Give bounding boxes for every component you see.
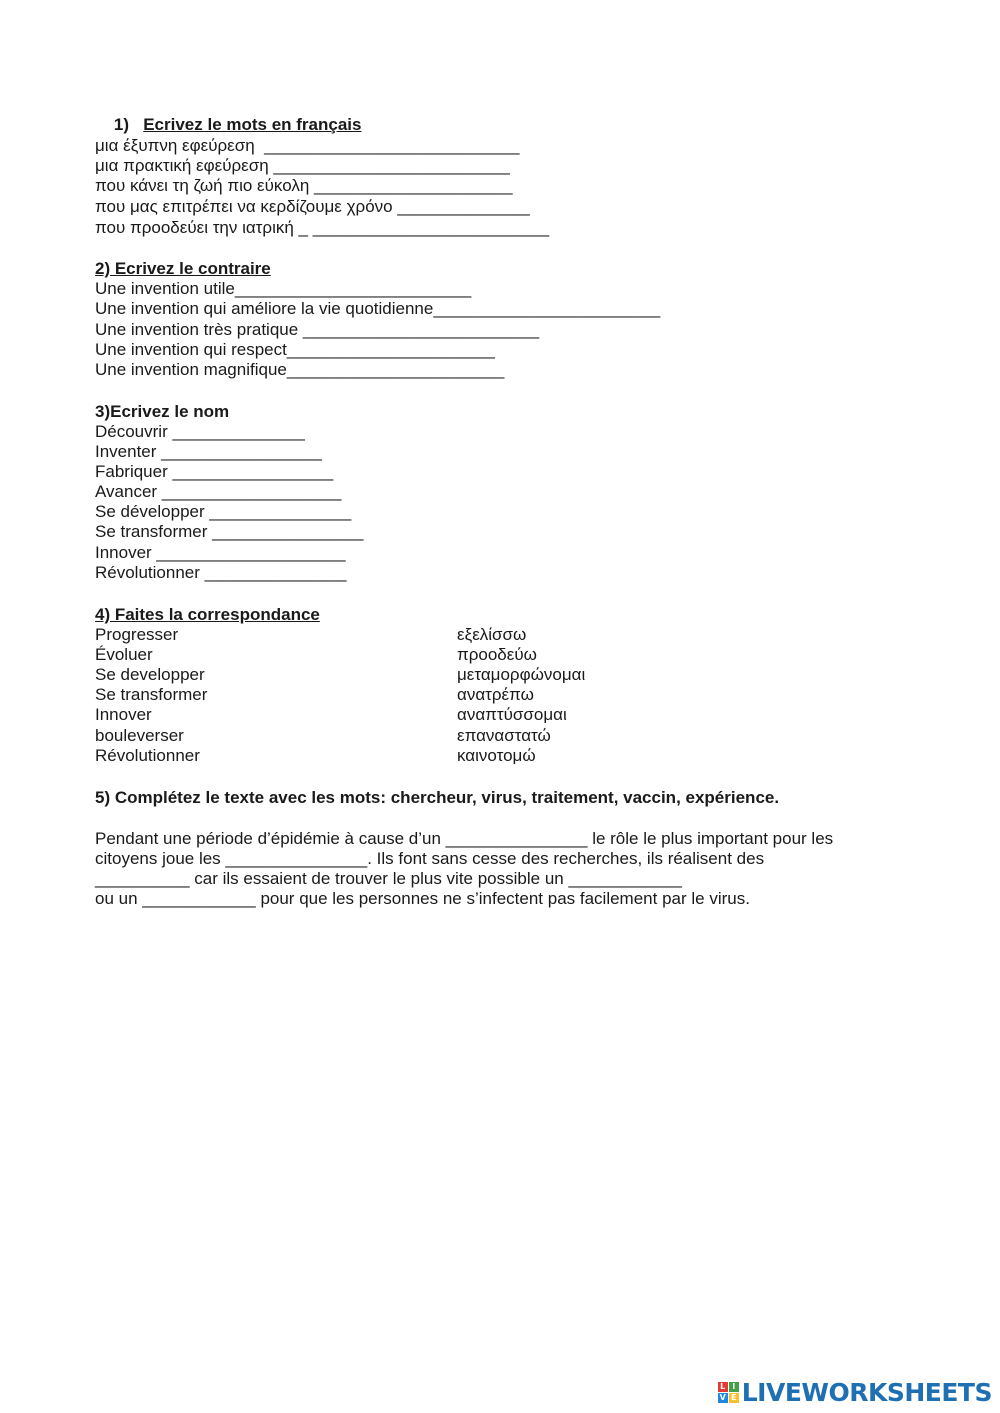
section2-line: Une invention utile_________________________ (95, 279, 472, 298)
match-right-item: μεταμορφώνομαι (457, 665, 586, 684)
section3-line: Révolutionner _______________ (95, 563, 347, 582)
section1-line: που κάνει τη ζωή πιο εύκολη _____________________ (95, 176, 513, 195)
logo-mark-letter: I (729, 1382, 739, 1392)
match-left-item: Progresser (95, 625, 179, 644)
section1-title: Ecrivez le mots en français (143, 115, 362, 134)
section1-line: μια έξυπνη εφεύρεση ___________________________ (95, 136, 520, 155)
match-right-item: αναπτύσσομαι (457, 705, 567, 724)
logo-mark-letter: L (718, 1382, 728, 1392)
section5-title: 5) Complétez le texte avec les mots: chercheur, virus, traitement, vaccin, expérience. (95, 788, 780, 807)
section1-line: μια πρακτική εφεύρεση _________________________ (95, 156, 510, 175)
logo-mark-letter: V (719, 1393, 726, 1402)
section2-title: 2) Ecrivez le contraire (95, 259, 271, 278)
section1-line: που προοδεύει την ιατρική _ _________________________ (95, 218, 550, 237)
section4-title: 4) Faites la correspondance (95, 605, 320, 624)
match-left-item: bouleverser (95, 726, 184, 745)
section3-line: Se transformer ________________ (95, 522, 364, 541)
section3-title: 3)Ecrivez le nom (95, 402, 230, 421)
section1-line: που μας επιτρέπει να κερδίζουμε χρόνο ______________ (95, 197, 530, 216)
section5-line: __________ car ils essaient de trouver le plus vite possible un ____________ (95, 869, 682, 888)
section3-line: Découvrir ______________ (95, 422, 305, 441)
logo-text: LIVEWORKSHEETS (741, 1377, 992, 1407)
section2-line: Une invention qui améliore la vie quotidienne________________________ (95, 299, 661, 318)
match-left-item: Révolutionner (95, 746, 200, 765)
match-left-item: Se transformer (95, 685, 208, 704)
section2-line: Une invention qui respect______________________ (95, 340, 495, 359)
logo-mark-letter: E (729, 1393, 739, 1403)
match-right-item: προοδεύω (457, 645, 537, 664)
section3-line: Avancer ___________________ (95, 482, 342, 501)
section2-line: Une invention très pratique _________________________ (95, 320, 540, 339)
liveworksheets-logo[interactable] (718, 1379, 992, 1405)
match-right-item: ανατρέπω (457, 685, 534, 704)
section3-line: Innover ____________________ (95, 543, 346, 562)
logo-mark-icon (718, 1382, 739, 1403)
section2-line: Une invention magnifique_______________________ (95, 360, 505, 379)
section3-line: Inventer _________________ (95, 442, 322, 461)
section5-line: Pendant une période d’épidémie à cause d’un _______________ le rôle le plus important pour les (95, 829, 834, 848)
match-right-item: καινοτομώ (457, 746, 536, 765)
match-left-item: Se developper (95, 665, 205, 684)
section1-number: 1) (113, 115, 130, 134)
section3-line: Fabriquer _________________ (95, 462, 334, 481)
section5-line: citoyens joue les _______________. Ils font sans cesse des recherches, ils réalisent des (95, 849, 765, 868)
section3-line: Se développer _______________ (95, 502, 352, 521)
section5-line: ou un ____________ pour que les personnes ne s’infectent pas facilement par le virus. (95, 889, 750, 908)
match-left-item: Innover (95, 705, 152, 724)
match-right-item: εξελίσσω (457, 625, 527, 644)
match-left-item: Évoluer (95, 645, 153, 664)
match-right-item: επαναστατώ (457, 726, 551, 745)
